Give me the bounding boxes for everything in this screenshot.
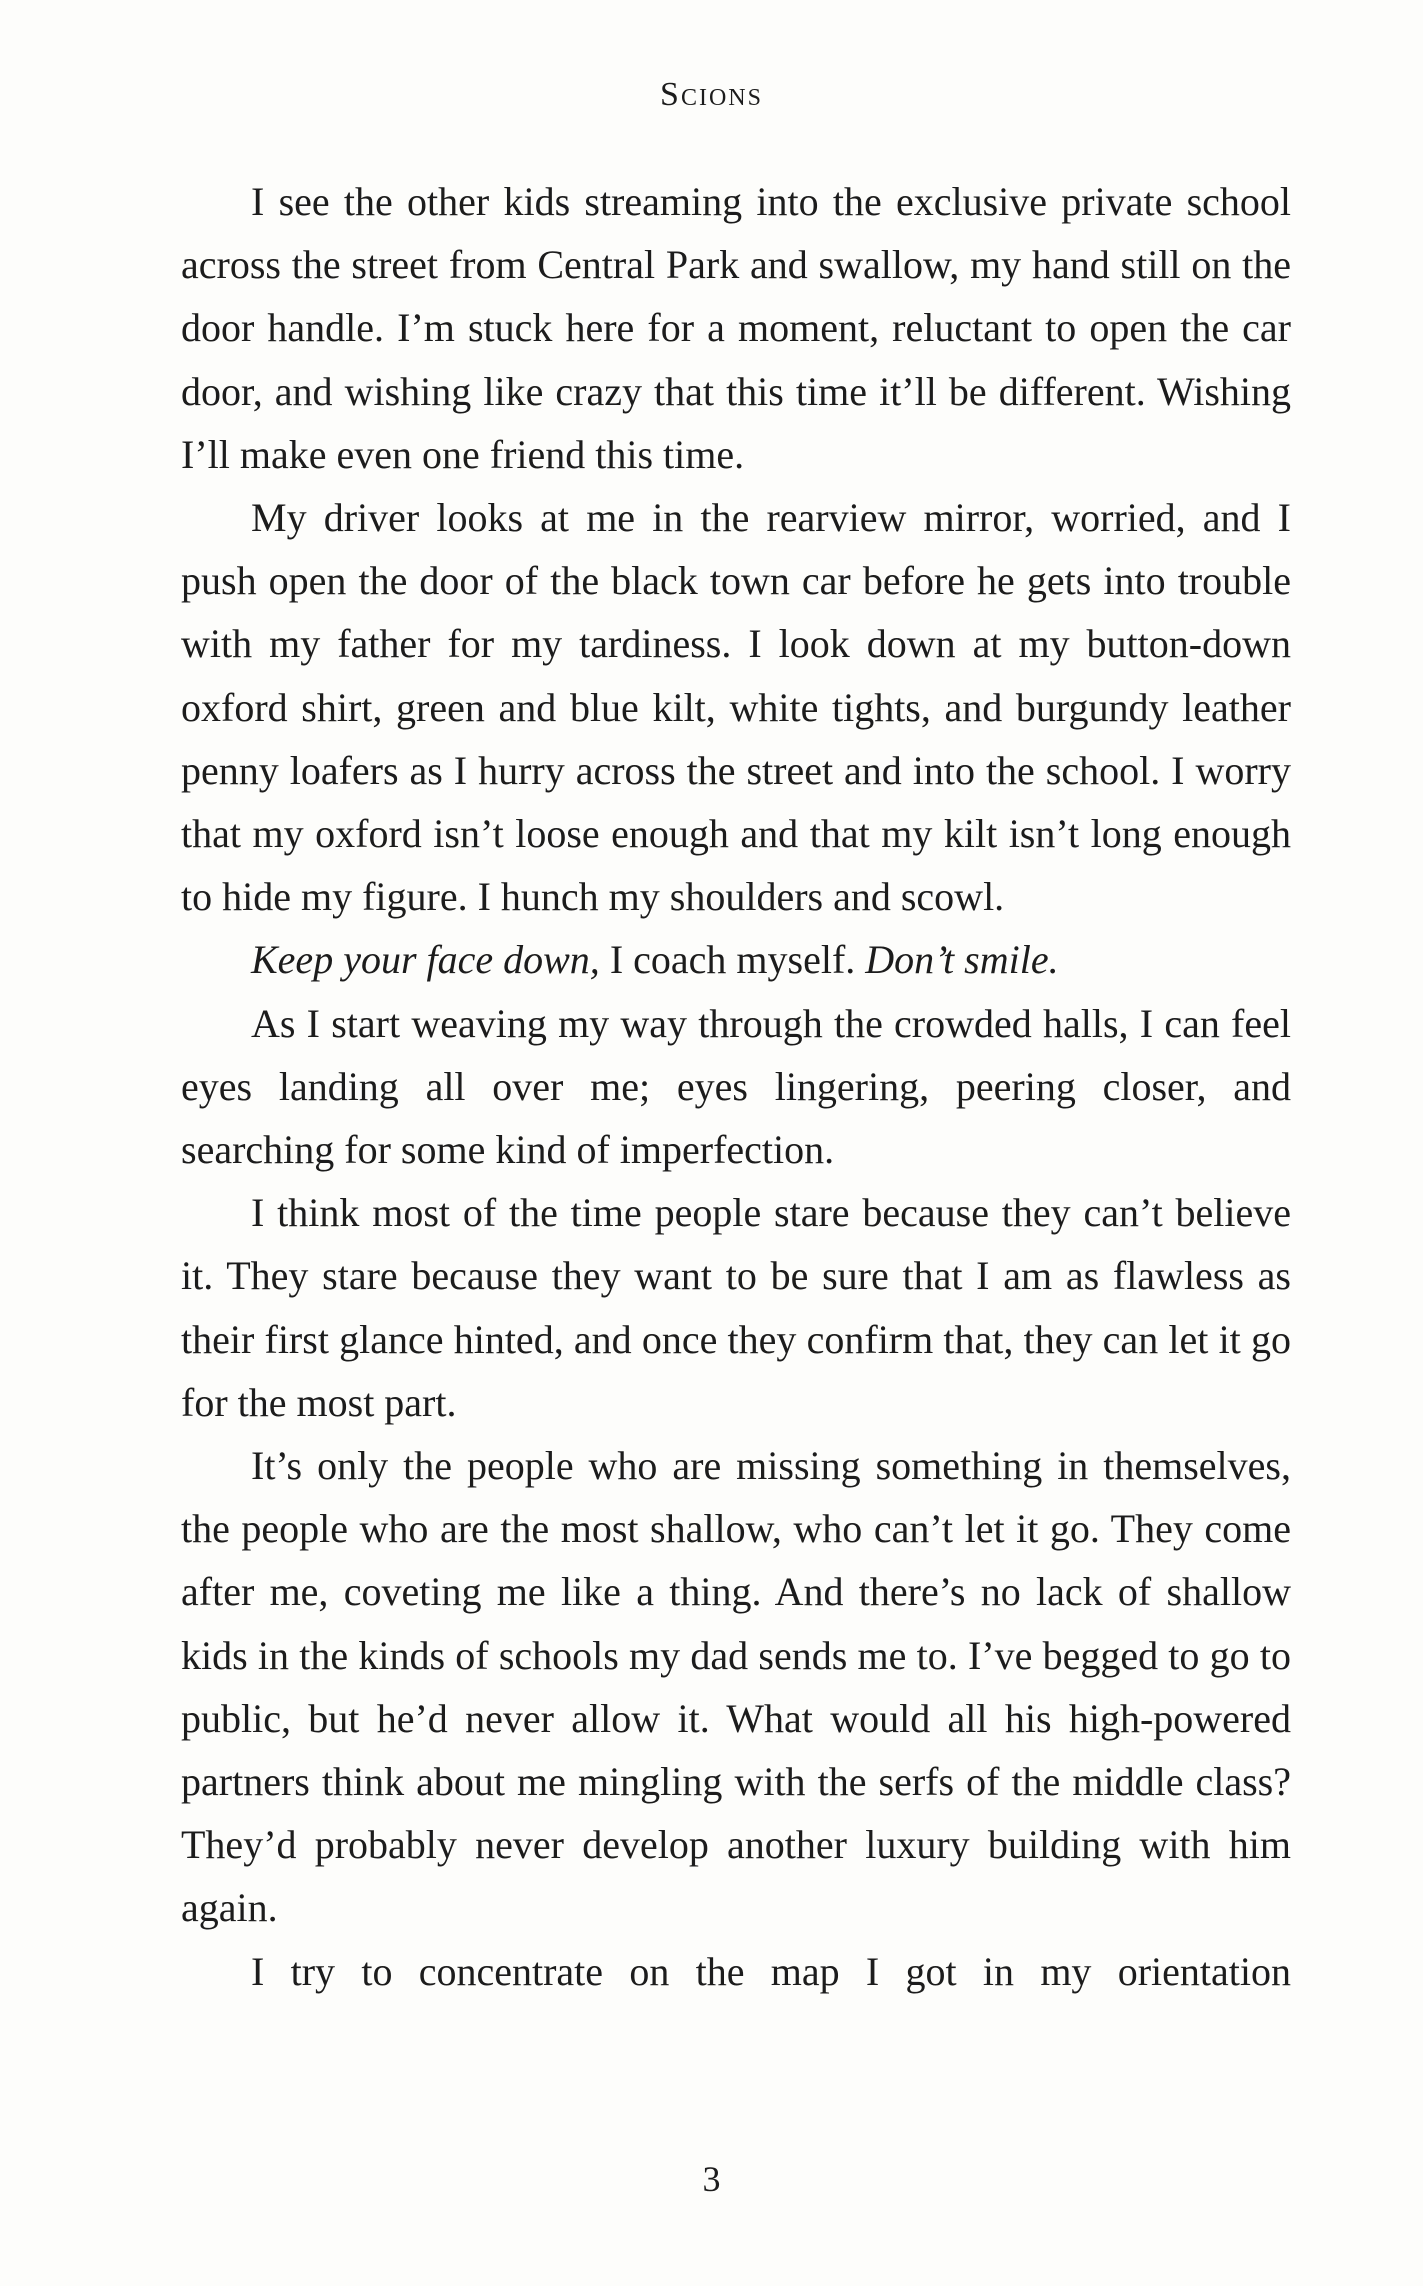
- italic-phrase-2: Don’t smile.: [865, 937, 1059, 983]
- paragraph-5: I think most of the time people stare because they can’t believe it. They stare because they want to be sure that I am as flawless as their first glance hinted, and once they confirm that, they can let it go for the most part.: [181, 1190, 1291, 1425]
- paragraph-1: I see the other kids streaming into the exclusive private school across the street from Central Park and swallow, my hand still on the door handle. I’m stuck here for a moment, reluctant to open the car door, and wishing like crazy that this time it’ll be different. Wishing I’ll make even one friend this time.: [181, 179, 1291, 477]
- paragraph-6: It’s only the people who are missing something in themselves, the people who are the most shallow, who can’t let it go. They come after me, coveting me like a thing. And there’s no lack of shallow kids in the kinds of schools my dad sends me to. I’ve begged to go to public, but he’d never allow it. What would all his high-powered partners think about me mingling with the serfs of the middle class? They’d probably never develop another luxury building with him again.: [181, 1443, 1291, 1931]
- plain-phrase: I coach myself.: [599, 937, 866, 983]
- page-number: 3: [702, 2159, 721, 2199]
- running-head: Scions: [660, 76, 763, 113]
- paragraph-7: I try to concentrate on the map I got in my orientation: [251, 1948, 1291, 1994]
- body-text: [181, 170, 1291, 2003]
- paragraph-3: [181, 928, 1291, 991]
- italic-phrase-1: Keep your face down,: [251, 937, 600, 983]
- paragraph-2: My driver looks at me in the rearview mirror, worried, and I push open the door of the black town car before he gets into trouble with my father for my tardiness. I look down at my button-down oxford shirt, green and blue kilt, white tights, and burgundy leather penny loafers as I hurry across the street and into the school. I worry that my oxford isn’t loose enough and that my kilt isn’t long enough to hide my figure. I hunch my shoulders and scowl.: [181, 495, 1291, 920]
- paragraph-4: As I start weaving my way through the crowded halls, I can feel eyes landing all over me; eyes lingering, peering closer, and searching for some kind of imperfection.: [181, 1000, 1291, 1173]
